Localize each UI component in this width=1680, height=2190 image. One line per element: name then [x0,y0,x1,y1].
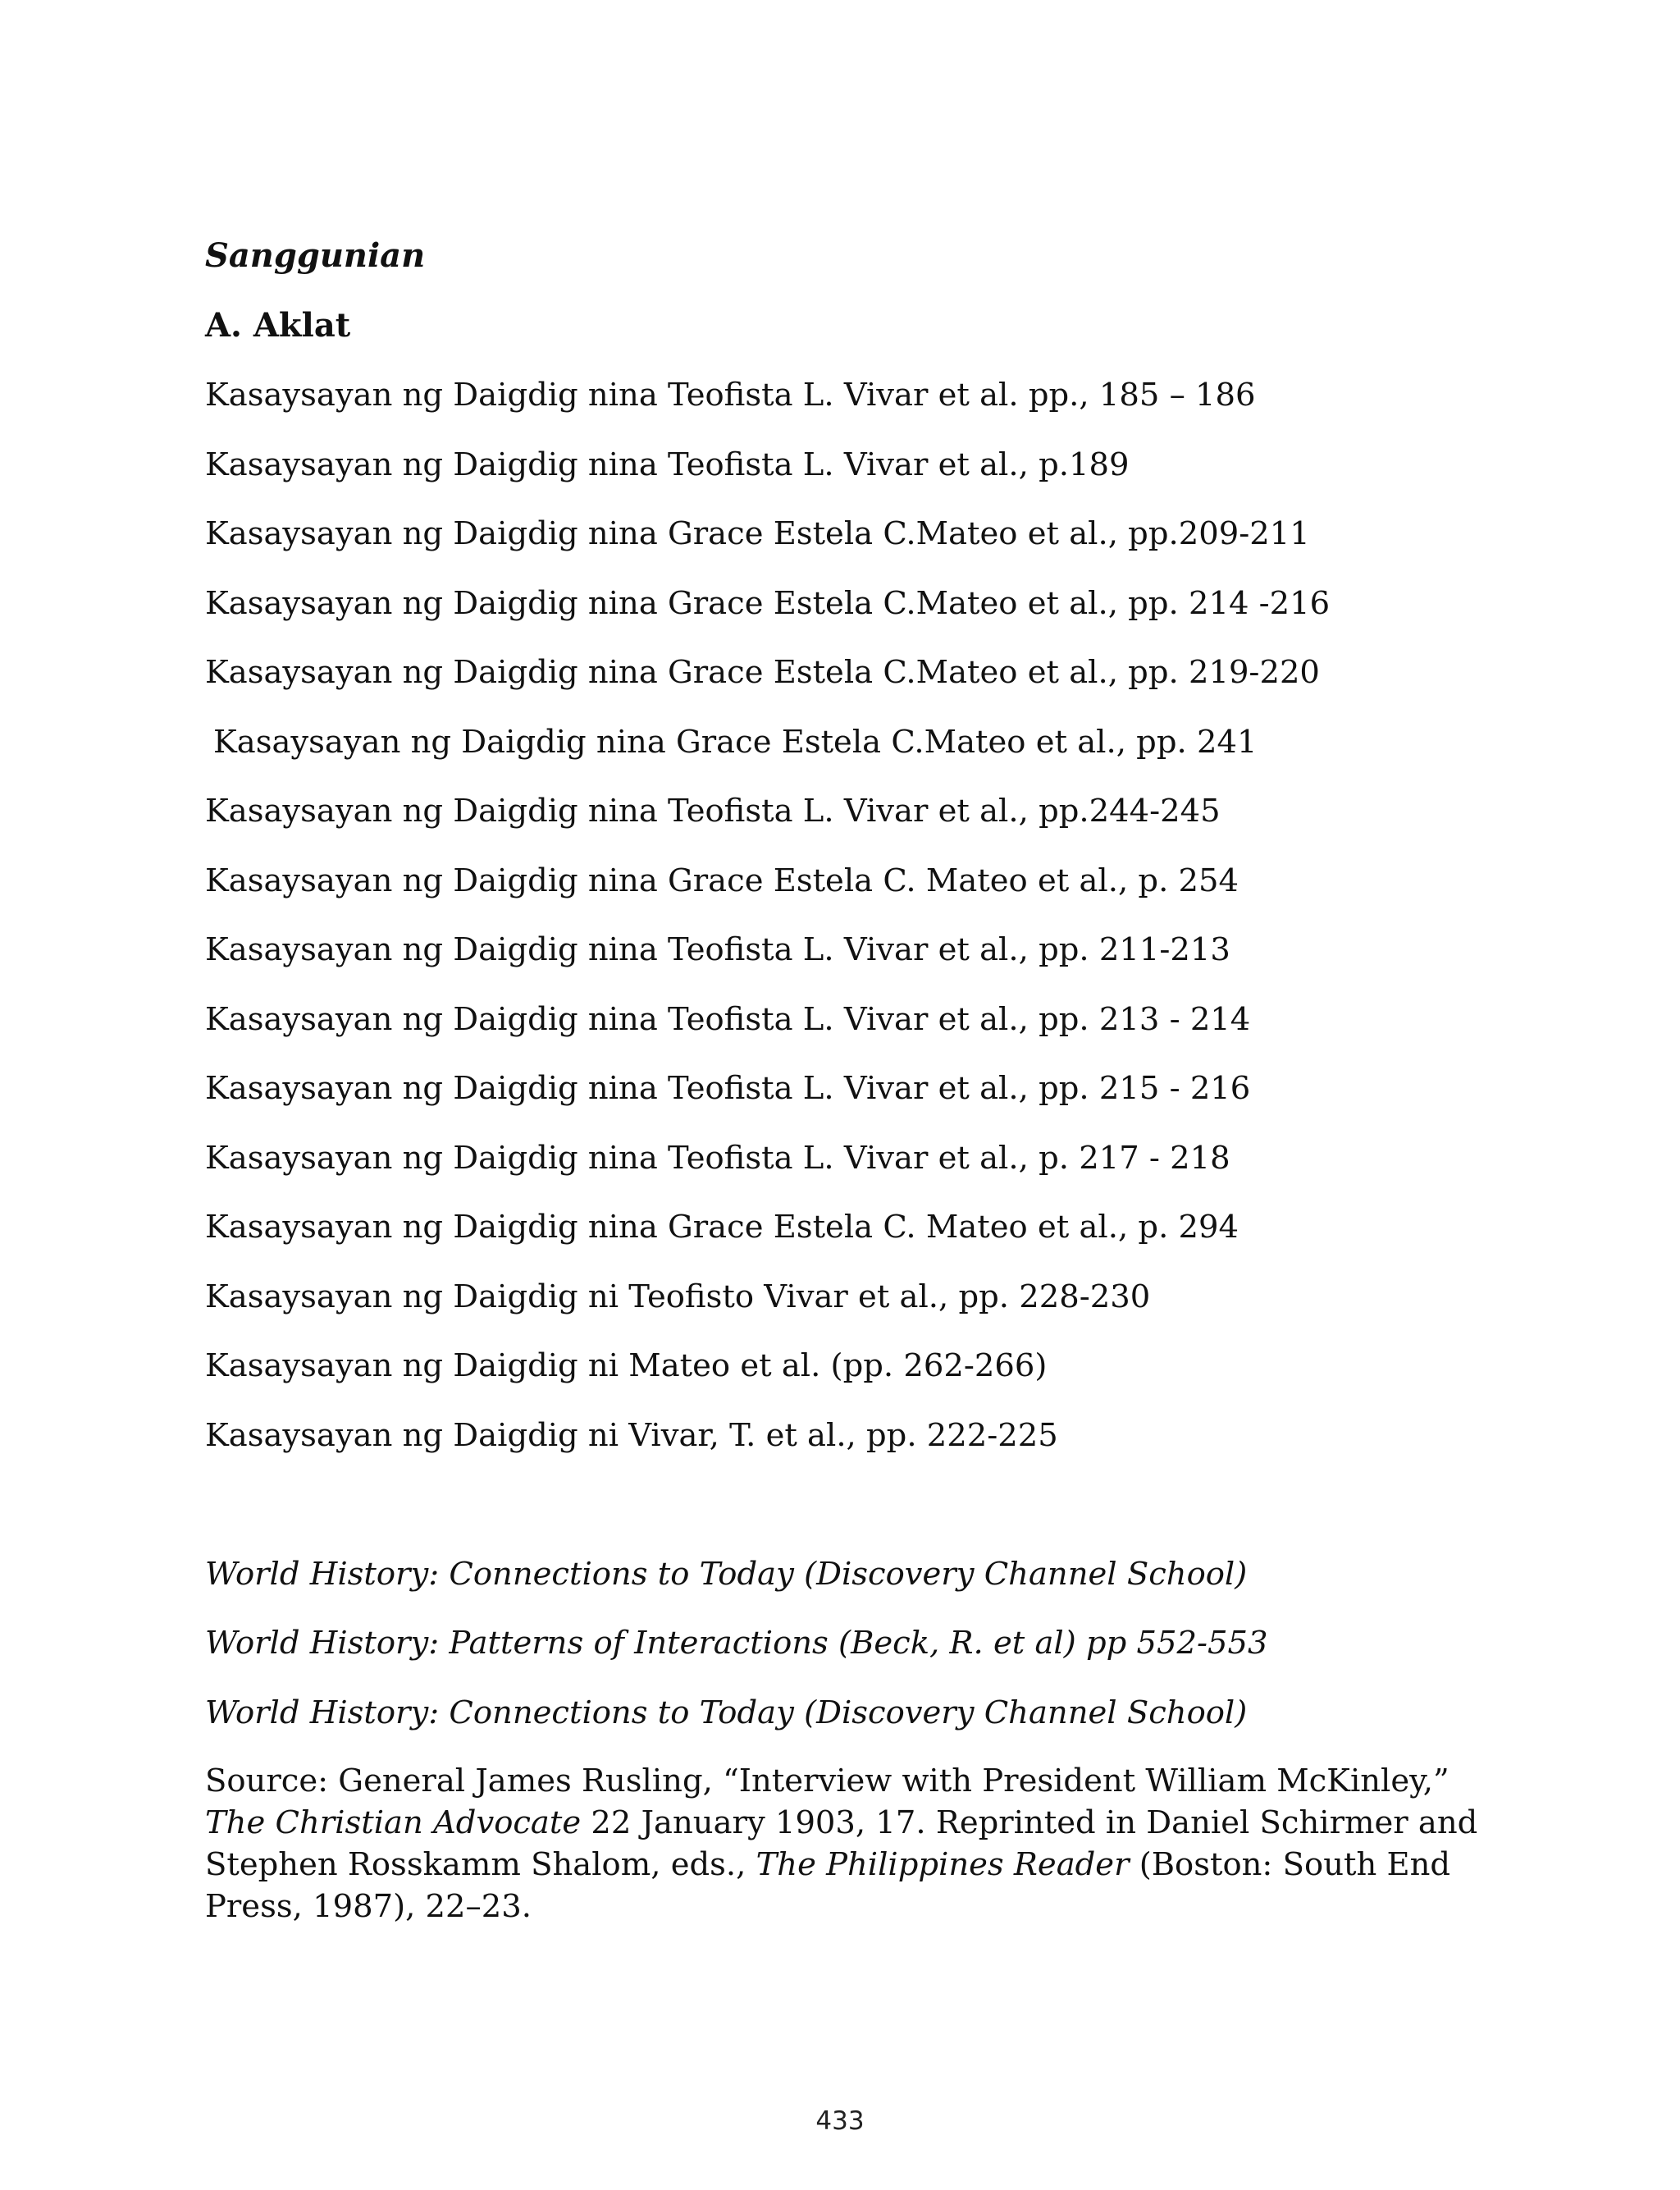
reference-item: Kasaysayan ng Daigdig ni Teofisto Vivar et al., pp. 228-230 [205,1278,1151,1315]
reference-item: Kasaysayan ng Daigdig ni Vivar, T. et al., pp. 222-225 [205,1416,1058,1454]
reference-item: Kasaysayan ng Daigdig nina Teofista L. Vivar et al., pp. 211-213 [205,931,1230,968]
source-title-philippines-reader: The Philippines Reader [756,1846,1130,1883]
reference-item: Kasaysayan ng Daigdig nina Teofista L. Vivar et al. pp., 185 – 186 [205,377,1256,414]
source-text-3: (Boston: South End Press, 1987), 22–23. [205,1846,1451,1925]
references-content [205,234,1485,1927]
source-citation [205,1760,1485,1927]
reference-item: Kasaysayan ng Daigdig nina Teofista L. Vivar et al., pp. 213 - 214 [205,1000,1251,1038]
subsection-title: A. Aklat [205,306,351,345]
section-title: Sanggunian [205,236,426,275]
world-history-item: World History: Patterns of Interactions (Beck, R. et al) pp 552-553 [205,1625,1268,1662]
reference-item: Kasaysayan ng Daigdig nina Teofista L. Vivar et al., p. 217 - 218 [205,1139,1230,1177]
reference-item: Kasaysayan ng Daigdig nina Teofista L. Vivar et al., p.189 [205,446,1130,483]
reference-item: Kasaysayan ng Daigdig nina Grace Estela C.Mateo et al., pp. 214 -216 [205,584,1331,622]
book-reference-list [205,373,1485,1458]
world-history-item: World History: Connections to Today (Discovery Channel School) [205,1694,1248,1731]
reference-item: Kasaysayan ng Daigdig nina Grace Estela C. Mateo et al., p. 254 [205,862,1239,899]
reference-item: Kasaysayan ng Daigdig nina Grace Estela C.Mateo et al., pp.209-211 [205,515,1310,552]
source-text-1: Source: General James Rusling, “Interview with President William McKinley,” [205,1763,1449,1799]
source-text-2: 22 January 1903, 17. Reprinted in Daniel Schirmer and Stephen Rosskamm Shalom, eds., [205,1804,1478,1883]
reference-item: Kasaysayan ng Daigdig nina Grace Estela C.Mateo et al., pp. 241 [213,723,1258,761]
reference-item: Kasaysayan ng Daigdig nina Teofista L. Vivar et al., pp.244-245 [205,793,1221,830]
world-history-reference-list [205,1552,1485,1735]
reference-item: Kasaysayan ng Daigdig ni Mateo et al. (pp. 262-266) [205,1347,1048,1384]
section-gap [205,1483,1485,1552]
reference-item: Kasaysayan ng Daigdig nina Teofista L. Vivar et al., pp. 215 - 216 [205,1070,1251,1107]
page-number: 433 [815,2106,865,2136]
reference-item: Kasaysayan ng Daigdig nina Grace Estela C. Mateo et al., p. 294 [205,1209,1239,1246]
source-title-christian-advocate: The Christian Advocate [205,1804,582,1841]
world-history-item: World History: Connections to Today (Discovery Channel School) [205,1555,1248,1593]
reference-item: Kasaysayan ng Daigdig nina Grace Estela C.Mateo et al., pp. 219-220 [205,654,1320,691]
